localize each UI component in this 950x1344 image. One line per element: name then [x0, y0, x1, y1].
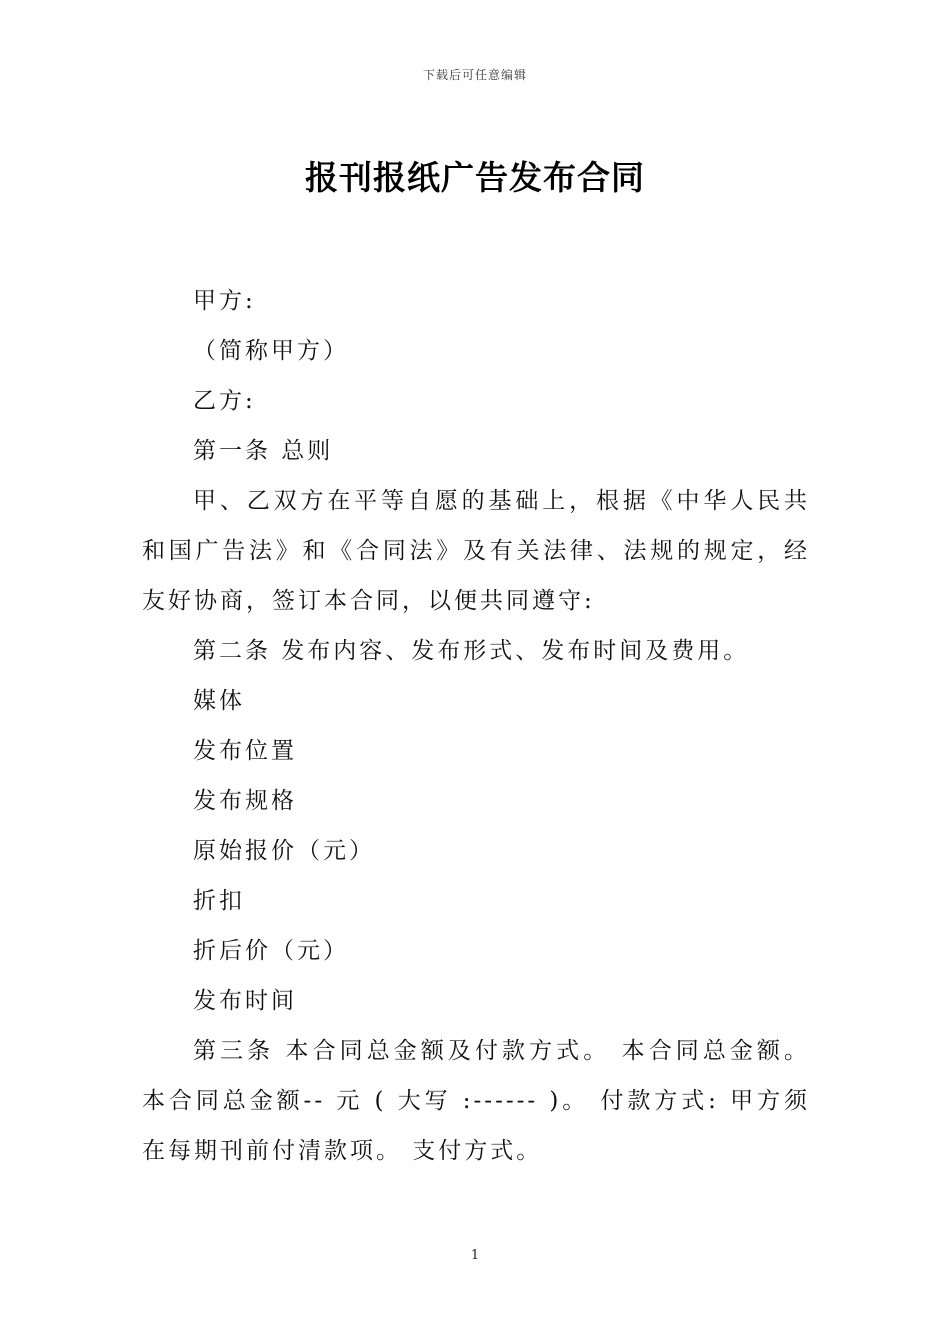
item-publish-time: 发布时间 — [193, 988, 297, 1014]
page-number: 1 — [470, 1248, 480, 1263]
party-a-label: 甲方: — [193, 288, 256, 314]
document-title: 报刊报纸广告发布合同 — [305, 158, 645, 197]
party-b-label: 乙方: — [193, 388, 256, 414]
header-note: 下载后可任意编辑 — [422, 68, 527, 82]
item-discounted-price: 折后价（元） — [193, 938, 349, 964]
article-3-text: 第三条 本合同总金额及付款方式。 本合同总金额。本合同总金额-- 元 ( 大写 :------ )。 付款方式: 甲方须在每期刊前付清款项。 支付方式。 — [142, 1038, 810, 1164]
item-original-price: 原始报价（元） — [193, 838, 375, 864]
article-1-heading: 第一条 总则 — [193, 438, 334, 464]
item-discount: 折扣 — [193, 888, 245, 914]
article-2-heading: 第二条 发布内容、发布形式、发布时间及费用。 — [193, 638, 750, 664]
item-spec: 发布规格 — [193, 788, 297, 814]
item-media: 媒体 — [193, 688, 245, 714]
item-position: 发布位置 — [193, 738, 297, 764]
document-body — [142, 276, 810, 1176]
party-a-short-name: （简称甲方） — [193, 338, 349, 364]
article-1-text: 甲、乙双方在平等自愿的基础上，根据《中华人民共和国广告法》和《合同法》及有关法律、法规的规定，经友好协商，签订本合同，以便共同遵守: — [142, 488, 810, 614]
